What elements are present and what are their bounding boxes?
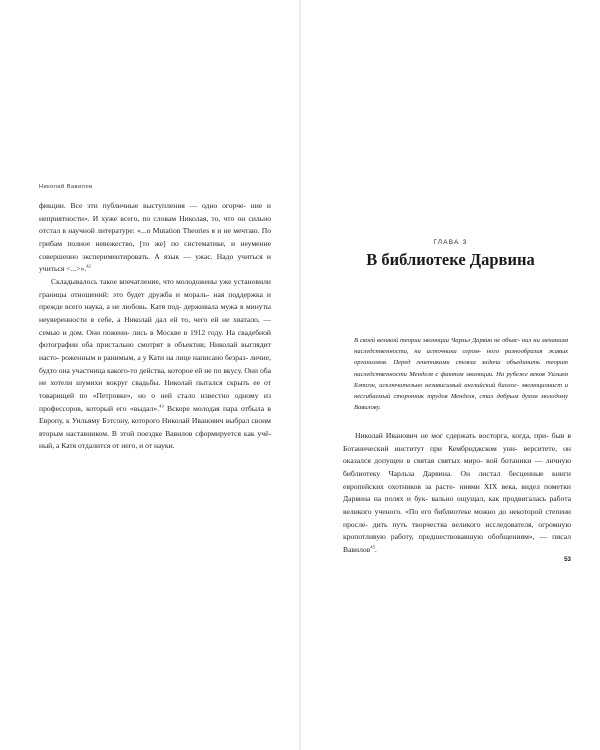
- footnote-ref: 43: [159, 402, 164, 408]
- left-page: [0, 0, 299, 750]
- chapter-title: В библиотеке Дарвина: [366, 250, 535, 269]
- chapter-label: ГЛАВА 3: [433, 239, 468, 246]
- paragraph-text: Николай Иванович не мог сдержать восторга, когда, при- быв в Ботанический институт при Кембриджском уни- верситете, он оказался допущен в святая святых миро- вой ботаники — личную библиотеку Чарльза Дарвина. Он листал бесценные книги европейских охотников за расте- ниями XIX века, видел пометки Дарвина на полях и бук- вально ощущал, как продвигалась работа великого ученого. «По его библиотеке можно до некоторой степени просле- дить путь творчества великого исследователя, огромную кропотливую работу, предшествовавшую обобщениям», — писал Вавилов: [343, 431, 571, 554]
- paragraph-text: Складывалось такое впечатление, что молодожены уже установили границы отношений: это будет дружба и мораль- ная поддержка и прежде всего наука, а не любовь. Катя под- держивала мужа в минуты неуверенности в себе, а Николай дал ей то, чего ей не хватало, — семью и дом. Они пожени- лись в Москве в 1912 году. На свадебной фотографии оба пристально смотрят в объектив; Николай выглядит насто- роженным и ранимым, а у Кати на лице написано безраз- личие, будто она участница какого-то действа, которое ей не по вкусу. Они оба не хотели шумихи вокруг свадьбы. Николай пытался скрыть ее от товарищей по «Петровке», но о ней стало известно одному из профессоров, который его «выдал».: [39, 276, 271, 413]
- paragraph-text-tail: Вскоре молодая пара отбыла в Европу, к Уильяму Бэтсону, которого Николай Иванович выбрал своим вторым наставником. В этой поездке Вавилов сформируется как учё- ный, а Катя отдалится от него, и от науки.: [39, 403, 272, 451]
- right-page: [301, 0, 600, 750]
- page-number: 53: [564, 556, 571, 563]
- paragraph-text-tail: .: [374, 544, 377, 554]
- right-page-body: [343, 430, 571, 557]
- footnote-ref: 45: [370, 544, 375, 550]
- left-page-body: [39, 200, 271, 453]
- paragraph: [39, 200, 271, 276]
- running-head: Николай Вавилов: [39, 184, 93, 190]
- chapter-epigraph: В своей великой теории эволюции Чарльз Дарвин не объяс- нил ни механизм наследственности, ни источники огром- ного разнообразия живых организмов. Перед генетиками стояла задача объединить теорию наследственности Менделя с фактом эволюции. На рубеже веков Уильям Бэтсон, исключительно независимый английский биолог- эволюционист и несгибаемый сторонник трудов Менделя, стал добрым духом молодому Вавилову.: [354, 337, 568, 412]
- paragraph: [343, 430, 571, 557]
- footnote-ref: 42: [86, 263, 91, 269]
- paragraph: [39, 276, 271, 453]
- paragraph-text: фикции. Все эти публичные выступления — одно огорче- ние и неприятности». И хуже всего, по словам Николая, то, что он сильно отстал в научной литературе: «...о Mutation Theories я и не мечтаю. По грибам полное невежество, [то же] по систематике, и неумение совершенно экспериментировать. А язык — ужас. Надо учиться и учиться <...>».: [39, 201, 271, 274]
